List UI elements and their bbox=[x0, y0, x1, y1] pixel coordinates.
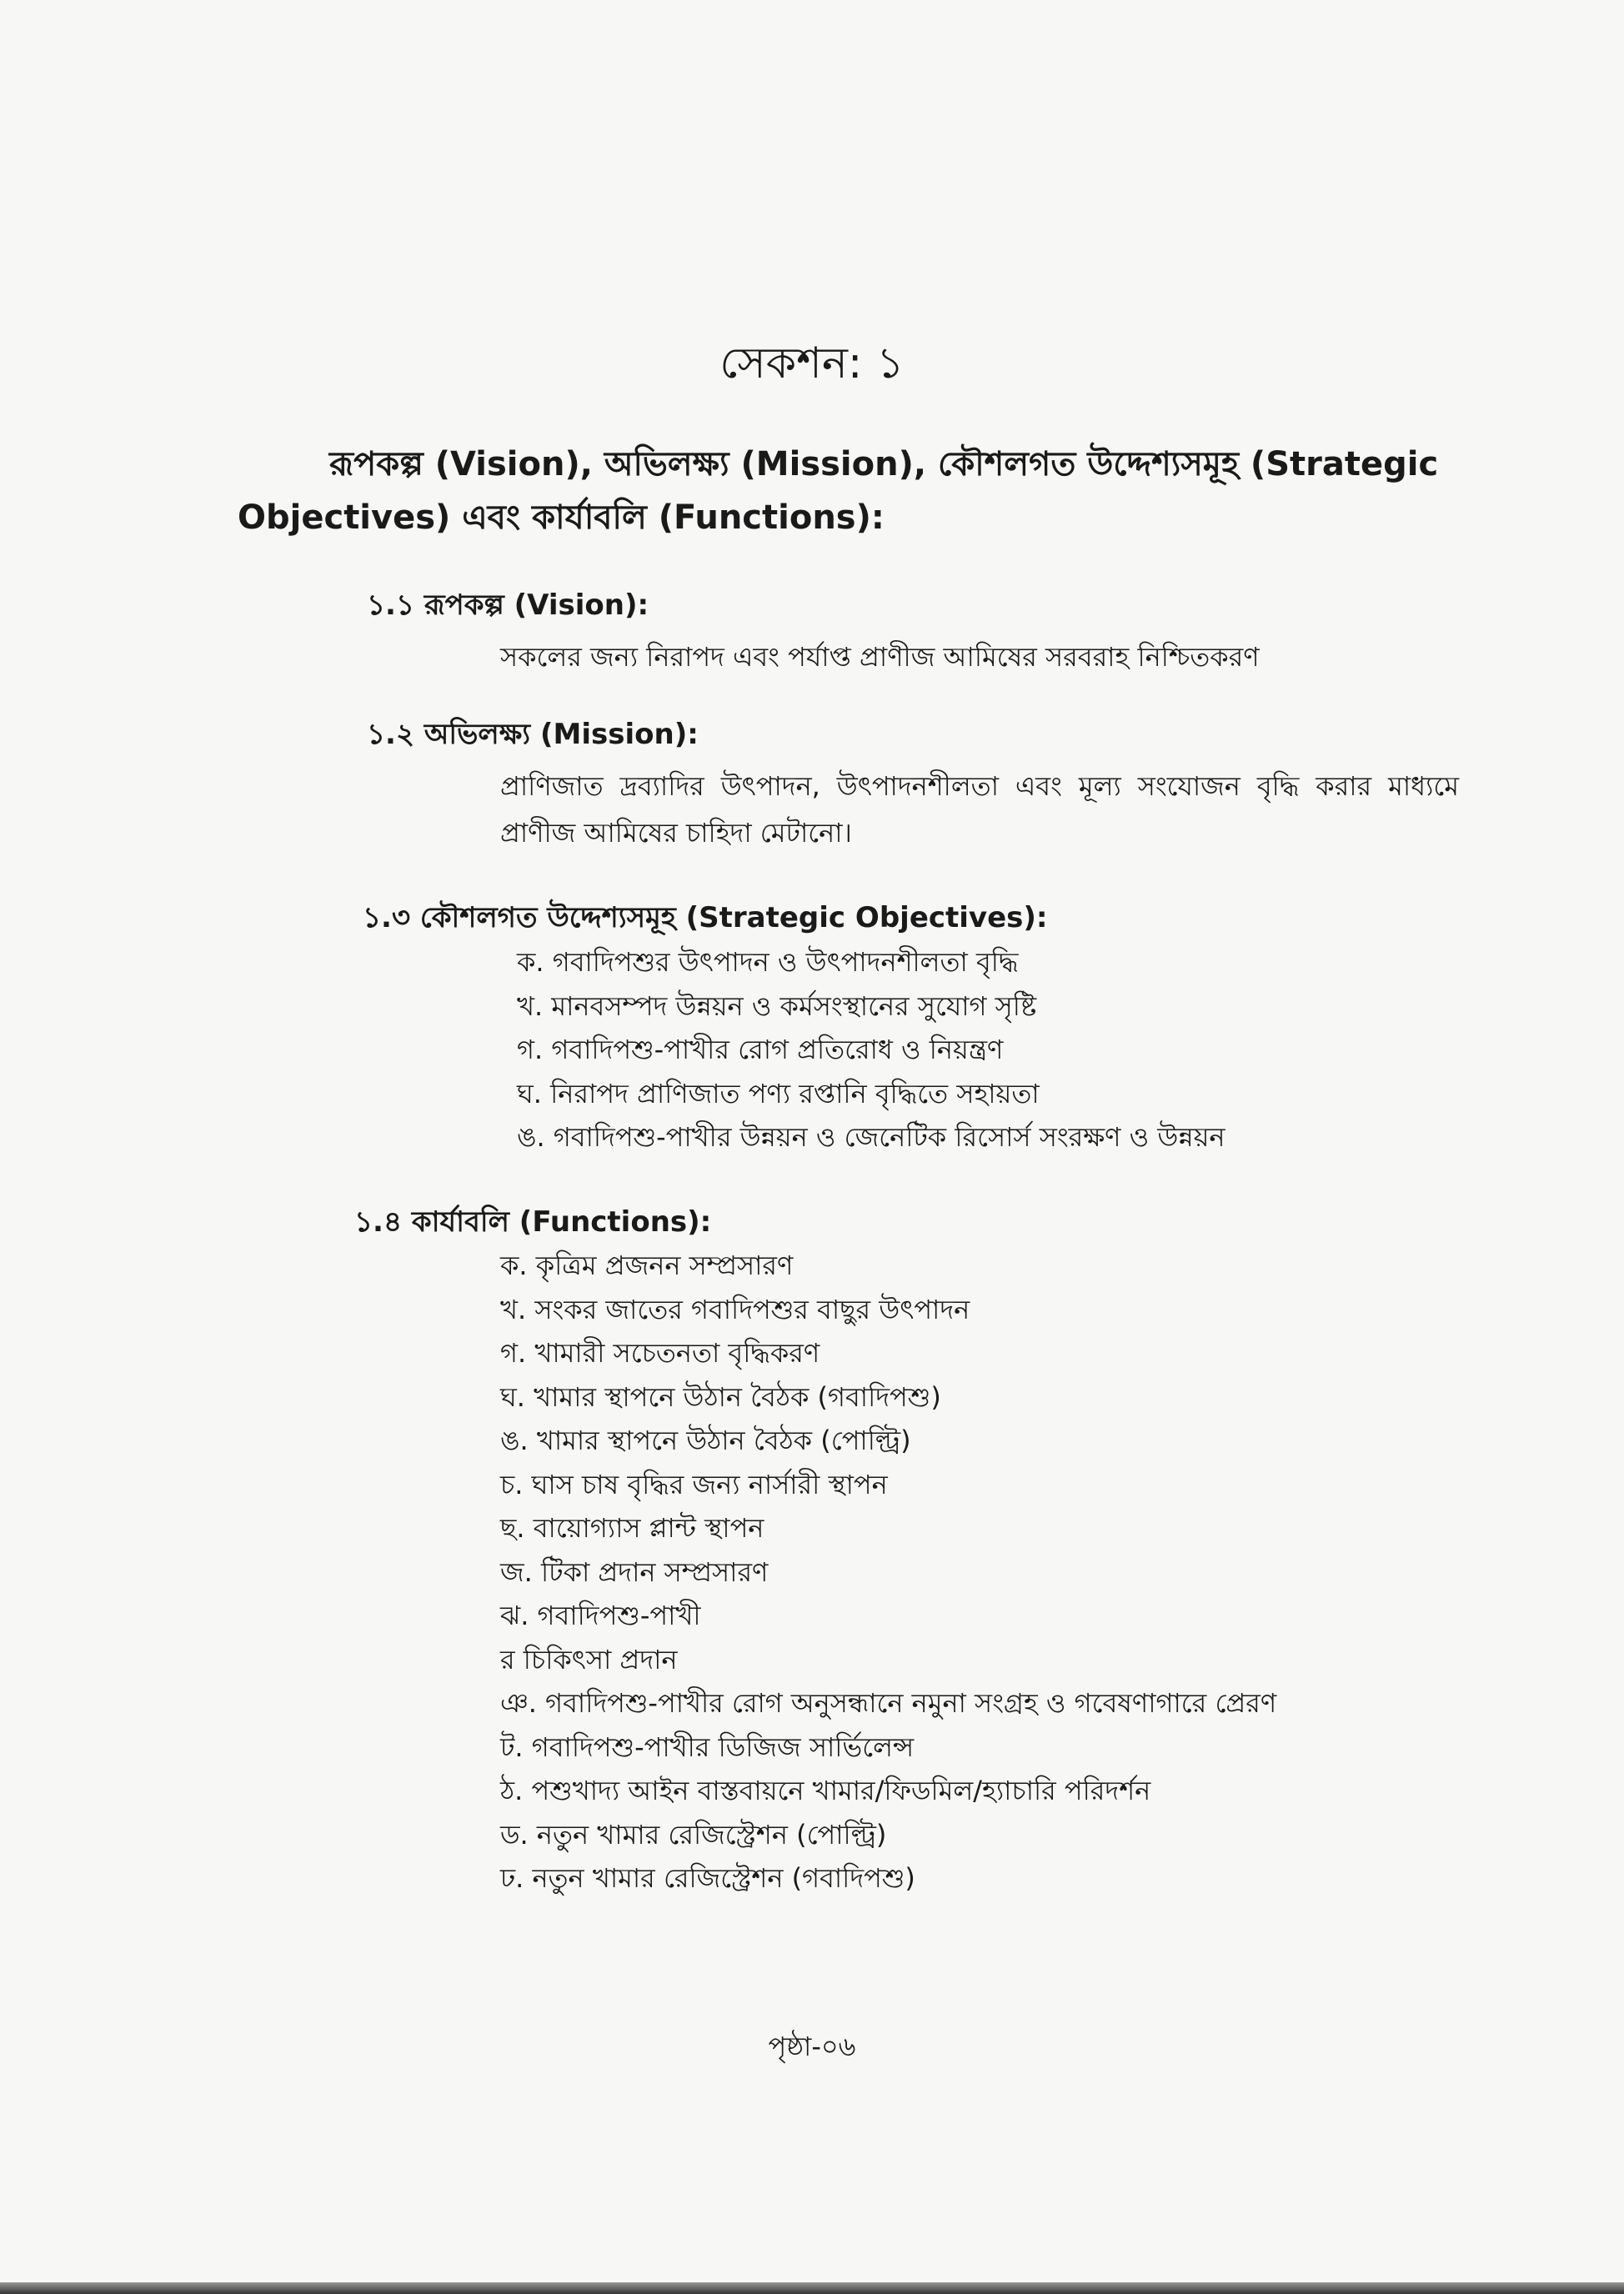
list-item: ঘ. নিরাপদ প্রাণিজাত পণ্য রপ্তানি বৃদ্ধিতে সহায়তা bbox=[517, 1077, 1040, 1109]
list-item: চ. ঘাস চাষ বৃদ্ধির জন্য নার্সারী স্থাপন bbox=[500, 1468, 888, 1500]
mission-heading: ১.২ অভিলক্ষ্য (Mission): bbox=[367, 718, 699, 751]
objectives-heading: ১.৩ কৌশলগত উদ্দেশ্যসমূহ (Strategic Objectives): bbox=[363, 901, 1048, 934]
list-item: ঘ. খামার স্থাপনে উঠান বৈঠক (গবাদিপশু) bbox=[500, 1380, 941, 1413]
list-item: ঝ. গবাদিপশু-পাখী bbox=[500, 1600, 701, 1631]
list-item: গ. গবাদিপশু-পাখীর রোগ প্রতিরোধ ও নিয়ন্ত্রণ bbox=[517, 1034, 1004, 1065]
page-bottom-edge bbox=[0, 2282, 1624, 2294]
vision-text: সকলের জন্য নিরাপদ এবং পর্যাপ্ত প্রাণীজ আমিষের সরবরাহ নিশ্চিতকরণ bbox=[500, 641, 1260, 673]
list-item: ঙ. গবাদিপশু-পাখীর উন্নয়ন ও জেনেটিক রিসোর্স সংরক্ষণ ও উন্নয়ন bbox=[517, 1121, 1226, 1153]
list-item: ঠ. পশুখাদ্য আইন বাস্তবায়নে খামার/ফিডমিল/হ্যাচারি পরিদর্শন bbox=[500, 1775, 1151, 1806]
page-number: পৃষ্ঠা-০৬ bbox=[768, 2031, 856, 2062]
mission-text: প্রাণিজাত দ্রব্যাদির উৎপাদন, উৎপাদনশীলতা এবং মূল্য সংযোজন বৃদ্ধি করার মাধ্যমে প্রাণীজ আমিষের চাহিদা মেটানো। bbox=[500, 770, 1459, 849]
functions-heading: ১.৪ কার্যাবলি (Functions): bbox=[354, 1205, 712, 1239]
list-item: ট. গবাদিপশু-পাখীর ডিজিজ সার্ভিলেন্স bbox=[500, 1731, 915, 1763]
functions-list bbox=[500, 1244, 1276, 1901]
list-item: ছ. বায়োগ্যাস প্লান্ট স্থাপন bbox=[500, 1512, 764, 1544]
list-item: ড. নতুন খামার রেজিস্ট্রেশন (পোল্ট্রি) bbox=[500, 1818, 887, 1851]
list-item: ঙ. খামার স্থাপনে উঠান বৈঠক (পোল্ট্রি) bbox=[500, 1425, 911, 1456]
list-item: জ. টিকা প্রদান সম্প্রসারণ bbox=[500, 1555, 769, 1588]
list-item: খ. সংকর জাতের গবাদিপশুর বাছুর উৎপাদন bbox=[500, 1293, 970, 1325]
objectives-list bbox=[517, 940, 1226, 1160]
list-item: র চিকিৎসা প্রদান bbox=[500, 1643, 678, 1675]
list-item: ক. কৃত্রিম প্রজনন সম্প্রসারণ bbox=[500, 1250, 794, 1281]
list-item: ঢ. নতুন খামার রেজিস্ট্রেশন (গবাদিপশু) bbox=[500, 1862, 915, 1894]
vision-heading: ১.১ রূপকল্প (Vision): bbox=[367, 589, 649, 622]
section-title: সেকশন: ১ bbox=[719, 338, 905, 388]
list-item: খ. মানবসম্পদ উন্নয়ন ও কর্মসংস্থানের সুযোগ সৃষ্টি bbox=[517, 989, 1037, 1022]
list-item: গ. খামারী সচেতনতা বৃদ্ধিকরণ bbox=[500, 1337, 820, 1369]
intro-heading: রূপকল্প (Vision), অভিলক্ষ্য (Mission), কৌশলগত উদ্দেশ্যসমূহ (Strategic Objectives) এবং কার্যাবলি (Functions): bbox=[238, 445, 1439, 537]
list-item: ক. গবাদিপশুর উৎপাদন ও উৎপাদনশীলতা বৃদ্ধি bbox=[517, 946, 1019, 978]
list-item: ঞ. গবাদিপশু-পাখীর রোগ অনুসন্ধানে নমুনা সংগ্রহ ও গবেষণাগারে প্রেরণ bbox=[500, 1687, 1277, 1719]
